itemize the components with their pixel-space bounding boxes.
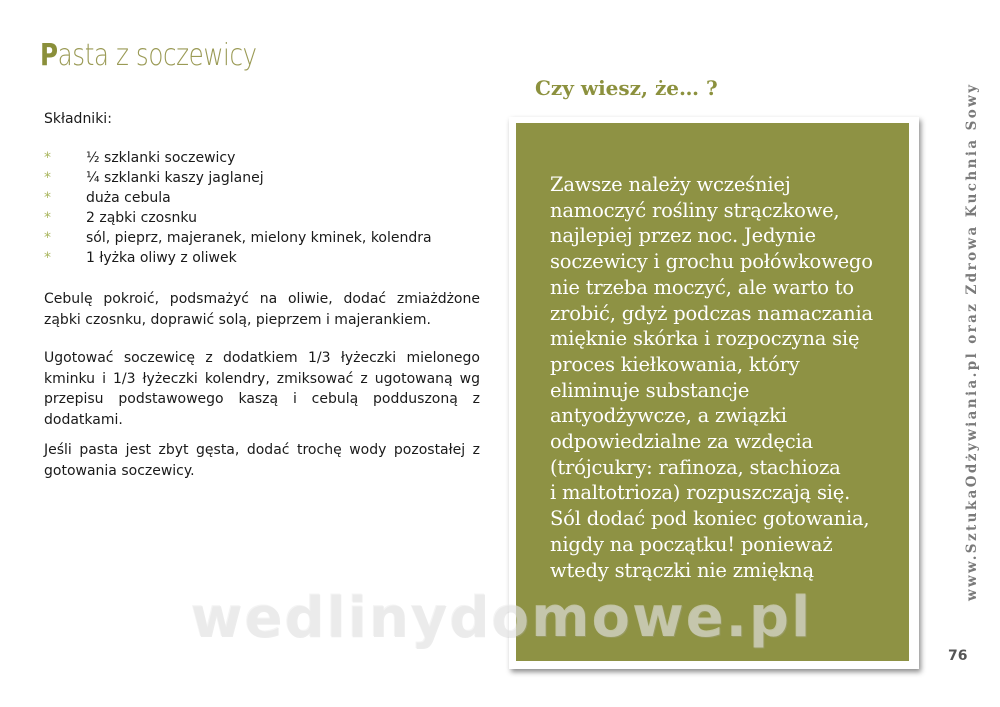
tip-text: Zawsze należy wcześniej namoczyć rośliny strączkowe, najlepiej przez noc. Jedynie soczewicy i grochu połówkowego nie trzeba moczyć, ale warto to zrobić, gdyż podczas namaczania mięknie skórka i rozpoczyna się proces kiełkowania, który eliminuje substancje antyodżywcze, a związki odpowiedzialne za wzdęcia (trójcukry: rafinoza, stachioza i maltotrioza) rozpuszczają się. Sól dodać pod koniec gotowania, nigdy na początku! ponieważ wtedy strączki nie zmiękną bbox=[550, 173, 873, 582]
side-publisher-text: www.SztukaOdżywiania.pl oraz Zdrowa Kuchnia Sowy bbox=[964, 82, 980, 601]
title-rest: asta z soczewicy bbox=[57, 38, 257, 73]
ingredients-heading: Składniki: bbox=[44, 111, 112, 127]
page-number: 76 bbox=[948, 648, 968, 664]
ingredient-item: * ½ szklanki soczewicy bbox=[44, 150, 236, 166]
ingredients-list bbox=[44, 148, 432, 268]
bullet-icon: * bbox=[44, 250, 51, 266]
ingredient-item: * 2 ząbki czosnku bbox=[44, 210, 197, 226]
bullet-icon: * bbox=[44, 210, 51, 226]
watermark: wedlinydomowe.pl bbox=[190, 585, 813, 650]
instruction-paragraph: Ugotować soczewicę z dodatkiem 1/3 łyżeczki mielonego kminku i 1/3 łyżeczki kolendry, zmiksować z ugotowaną wg przepisu podstawowego kaszą i cebulą podduszoną z dodatkami. bbox=[44, 350, 480, 428]
ingredient-item: * ¼ szklanki kaszy jaglanej bbox=[44, 170, 264, 186]
ingredient-item: * duża cebula bbox=[44, 190, 171, 206]
instruction-paragraph: Cebulę pokroić, podsmażyć na oliwie, dodać zmiażdżone ząbki czosnku, doprawić solą, pieprzem i majerankiem. bbox=[44, 291, 480, 328]
ingredient-item: * sól, pieprz, majeranek, mielony kminek, kolendra bbox=[44, 230, 432, 246]
recipe-title bbox=[40, 38, 257, 73]
ingredient-item: * 1 łyżka oliwy z oliwek bbox=[44, 250, 237, 266]
bullet-icon: * bbox=[44, 230, 51, 246]
tip-heading: Czy wiesz, że… ? bbox=[535, 76, 718, 100]
bullet-icon: * bbox=[44, 150, 51, 166]
instruction-paragraph: Jeśli pasta jest zbyt gęsta, dodać trochę wody pozostałej z gotowania soczewicy. bbox=[44, 442, 480, 479]
title-initial: P bbox=[40, 38, 58, 73]
bullet-icon: * bbox=[44, 190, 51, 206]
bullet-icon: * bbox=[44, 170, 51, 186]
